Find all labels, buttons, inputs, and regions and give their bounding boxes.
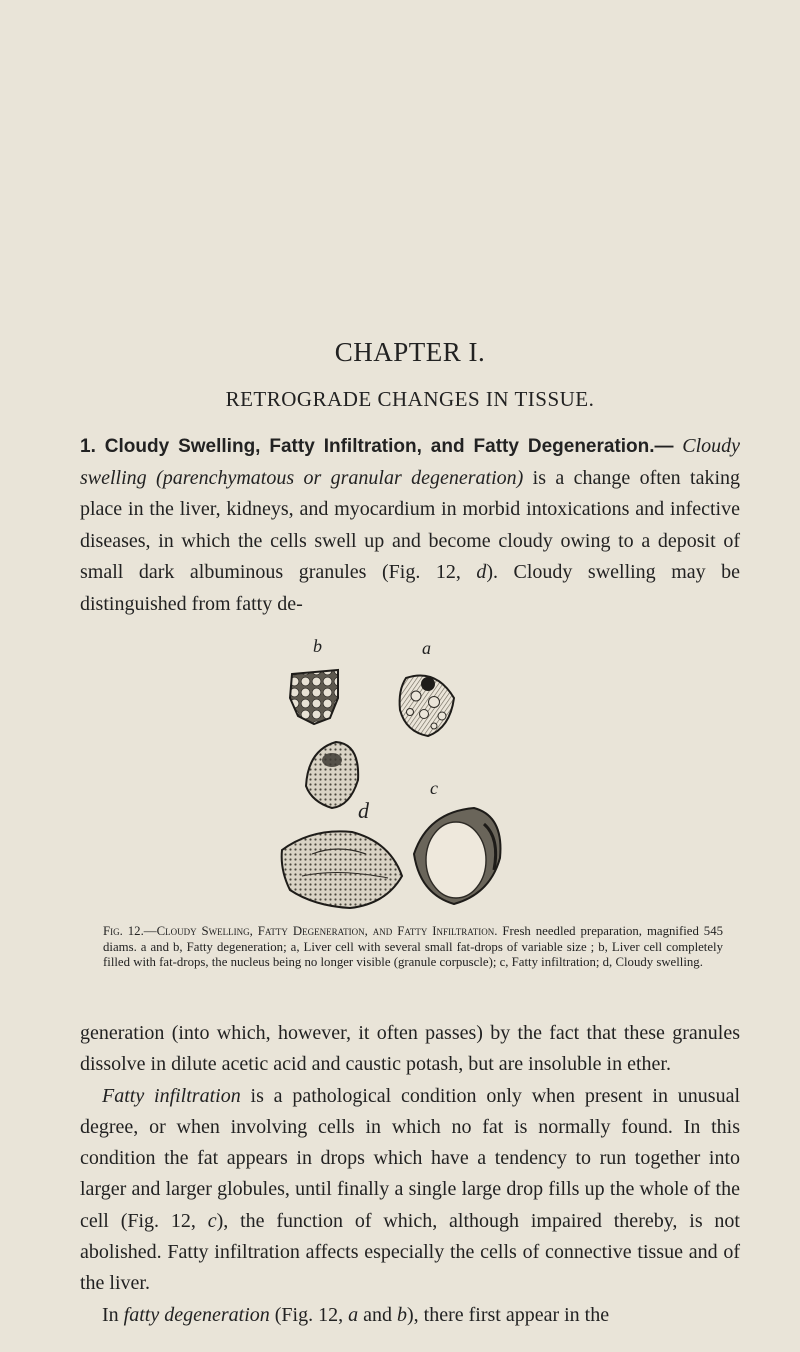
fatty-infiltration-text: is a pathological condition only when present in unusual degree, or when involving cells in which no fat is normally found. In this condition the fat appears in drops which have a tendency to run together into larger and larger globules, until finally a single large drop fills up the whole of the cell (Fig. 12, (80, 1084, 740, 1232)
book-page (80, 0, 740, 1352)
term-cloudy-swelling: Cloudy swelling (80, 435, 741, 489)
cell-c-fatty-infiltration (414, 808, 500, 904)
paragraph-continuation: generation (into which, however, it often passes) by the fact that these granules dissolve in dilute acetic acid and caustic potash, but are insoluble in ether. (80, 1022, 740, 1076)
term-fatty-degeneration: fatty degeneration (123, 1303, 270, 1326)
caption-head: Fig. 12.—Cloudy Swelling, Fatty Degeneration, and Fatty Infiltration. (103, 924, 498, 938)
fig-ref-b: b (396, 1303, 407, 1326)
cell-cloudy-upper (306, 742, 358, 808)
fatty-degeneration-start: In (102, 1303, 124, 1326)
cell-b-fat-filled (290, 670, 338, 724)
fig-ref-c: c (207, 1209, 217, 1232)
section-1-text: is a change often taking place in the liver, kidneys, and myocardium in morbid intoxications and infective diseases, in which the cells swell up and become cloudy owing to a deposit of small dark albuminous granules (Fig. 12, (80, 466, 741, 583)
figure-12-cells (278, 632, 578, 920)
cell-d-cloudy-swelling (282, 831, 402, 908)
fig-ref-a: a (348, 1303, 359, 1326)
figure-label-a: a (422, 638, 431, 658)
fatty-infiltration-text-end: ), the function of which, although impaired thereby, is not abolished. Fatty infiltration affects especially the cells of connective tissue and of the liver. (80, 1209, 740, 1295)
section-1-paragraph (80, 431, 740, 620)
chapter-subtitle: RETROGRADE CHANGES IN TISSUE. (225, 387, 595, 411)
section-heading: 1. Cloudy Swelling, Fatty Infiltration, and Fatty Degeneration.— (80, 436, 674, 457)
fatty-degeneration-text-end: ), there first appear in the (406, 1303, 610, 1326)
chapter-title: CHAPTER I. (334, 337, 486, 367)
figure-label-b: b (313, 636, 322, 656)
paragraph-fatty-infiltration (80, 1081, 740, 1300)
cell-a-small-fat-drops (400, 676, 454, 737)
fig-ref-d: d (476, 561, 487, 583)
fatty-degeneration-and: and (358, 1303, 397, 1326)
paragraph-fatty-degeneration (80, 1300, 740, 1331)
caption-text: Fresh needled preparation, magnified 545 diams. a and b, Fatty degeneration; a, Liver cell with several small fat-drops of variable size ; b, Liver cell completely filled with fat-drops, the nucleus being no longer visible (granule corpuscle); c, Fatty infiltration; d, Cloudy swelling. (103, 924, 723, 970)
body-text (80, 1018, 740, 1331)
section-1-text-end: ). Cloudy swelling may be distinguished from fatty de- (80, 561, 741, 615)
term-synonyms: (parenchymatous or granular degeneration) (156, 466, 524, 489)
figure-caption (103, 924, 723, 971)
figure-label-c: c (430, 778, 438, 798)
figure-label-d: d (358, 798, 369, 823)
term-fatty-infiltration: Fatty infiltration (102, 1084, 241, 1107)
fatty-degeneration-text: (Fig. 12, (269, 1303, 349, 1326)
